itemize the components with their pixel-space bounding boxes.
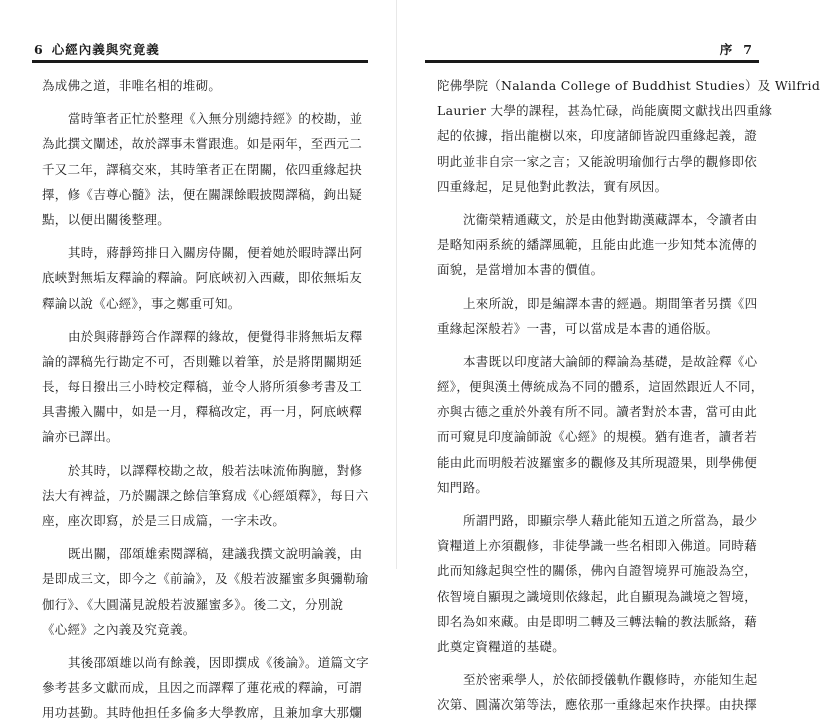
text-line: 點，以便出關後整理。 <box>42 211 171 227</box>
text-line: 法大有裨益，乃於關課之餘信筆寫成《心經頌釋》，每日六 <box>42 487 369 503</box>
text-line: 而可窺見印度論師說《心經》的規模。猶有進者，讀者若 <box>437 429 758 445</box>
right-running-header <box>720 40 753 58</box>
text-line: 此而知緣起與空性的關係，佛內自證智境界可施設為空， <box>437 563 758 579</box>
right-page-number: 7 <box>743 42 753 57</box>
text-line: 長，每日撥出三小時校定釋稿，並令人將所須參考書及工 <box>42 379 363 395</box>
right-page <box>397 0 820 713</box>
text-line: 為成佛之道，非唯名相的堆砌。 <box>42 78 222 93</box>
paragraph-gap <box>42 98 362 106</box>
text-line: 其時，蔣靜筠排日入關房侍關，便着她於暇時譯出阿 <box>68 245 363 261</box>
right-header-rule <box>425 60 759 63</box>
text-line: 能由此而明般若波羅蜜多的觀修及其所現證果，則學佛便 <box>437 454 758 470</box>
text-line: 經》，便與漢土傳統成為不同的體系，這固然跟近人不同， <box>437 379 764 395</box>
text-line: 千又二年，譯稿交來，其時筆者正在閉關，依四重緣起抉 <box>42 161 363 177</box>
text-line: 面貌，是當增加本書的價值。 <box>437 262 604 278</box>
paragraph-gap <box>42 232 362 240</box>
text-line: 所謂門路，即顯宗學人藉此能知五道之所當為，最少 <box>463 513 758 528</box>
text-line: 即名為如來藏。由是即明二轉及三轉法輪的教法脈絡，藉 <box>437 613 758 629</box>
text-line: 座，座次即寫，於是三日成篇，一字未改。 <box>42 513 286 528</box>
text-line: Laurier 大學的課程，甚為忙碌，尚能廣閱文獻找出四重緣 <box>437 103 773 119</box>
text-line: 是即成三文，即今之《前論》，及《般若波羅蜜多與彌勒瑜 <box>42 571 369 587</box>
text-line: 底峽對無垢友釋論的釋論。阿底峽初入西藏，即依無垢友 <box>42 270 363 286</box>
text-line: 本書既以印度諸大論師的釋論為基礎，是故詮釋《心 <box>463 353 758 369</box>
text-line: 當時筆者正忙於整理《入無分別總持經》的校勘，並 <box>68 111 363 127</box>
text-line: 釋論以說《心經》，事之鄭重可知。 <box>42 295 241 311</box>
paragraph-gap <box>437 659 757 667</box>
text-line: 由於與蔣靜筠合作譯釋的緣故，便覺得非將無垢友釋 <box>68 328 363 344</box>
text-line: 陀佛學院（Nalanda College of Buddhist Studies）及 Wilfrid <box>437 78 820 93</box>
text-line: 《心經》之內義及究竟義。 <box>42 621 196 637</box>
text-line: 論亦已譯出。 <box>42 429 119 445</box>
text-line: 伽行》、《大圓滿見說般若波羅蜜多》。後二文，分別說 <box>42 596 344 612</box>
text-line: 參考甚多文獻而成，且因之而譯釋了蓮花戒的釋論，可謂 <box>42 680 363 696</box>
text-line: 依智境自顯現之識境則依緣起，此自顯現為識境之智境， <box>437 588 758 604</box>
text-line: 既出關，邵頌雄索閱譯稿，建議我撰文說明論義，由 <box>68 546 363 562</box>
text-line: 具書搬入關中，如是一月，釋稿改定，再一月，阿底峽釋 <box>42 404 363 420</box>
text-line: 至於密乘學人，於依師授儀軌作觀修時，亦能知生起 <box>463 672 758 688</box>
text-line: 起的依據，指出龍樹以來，印度諸師皆說四重緣起義，證 <box>437 128 758 144</box>
left-page-number: 6 <box>34 42 44 57</box>
text-line: 為此撰文闡述，故於譯事未嘗跟進。如是兩年，至西元二 <box>42 136 363 152</box>
paragraph-gap <box>437 500 757 508</box>
paragraph-gap <box>42 450 362 458</box>
text-line: 此奠定資糧道的基礎。 <box>437 638 566 654</box>
left-header-rule <box>32 60 368 63</box>
paragraph-gap <box>42 316 362 324</box>
left-page-body <box>42 73 369 726</box>
left-running-title: 心經內義與究竟義 <box>51 42 160 57</box>
text-line: 明此並非自宗一家之言；又能說明瑜伽行古學的觀修即依 <box>437 153 758 169</box>
left-page <box>0 0 396 721</box>
text-line: 於其時，以譯釋校勘之故，般若法味流佈胸臆，對修 <box>68 462 363 478</box>
text-line: 論的譯稿先行勘定不可，否則難以着筆，於是將閉關期延 <box>42 353 363 369</box>
paragraph-gap <box>437 199 757 207</box>
text-line: 知門路。 <box>437 479 489 495</box>
text-line: 重緣起深般若》一書，可以當成是本書的通俗版。 <box>437 320 719 336</box>
text-line: 資糧道上亦須觀修，非徒學識一些名相即入佛道。同時藉 <box>437 538 758 554</box>
paragraph-gap <box>42 533 362 541</box>
text-line: 次第、圓滿次第等法，應依那一重緣起來作抉擇。由抉擇 <box>437 697 758 713</box>
paragraph-gap <box>437 283 757 291</box>
text-line: 擇，修《吉尊心髓》法，便在關課餘暇披閱譯稿，鉤出疑 <box>42 186 363 202</box>
right-running-title: 序 <box>719 42 734 57</box>
left-running-header <box>34 40 160 58</box>
text-line: 四重緣起，足見他對此教法，實有夙因。 <box>437 178 668 194</box>
text-line: 是略知兩系統的繙譯風範，且能由此進一步知梵本流傳的 <box>437 237 758 253</box>
text-line: 亦與古德之重於外義有所不同。讀者對於本書，當可由此 <box>437 404 758 420</box>
paragraph-gap <box>42 642 362 650</box>
text-line: 其後邵頌雄以尚有餘義，因即撰成《後論》。道篇文字 <box>68 654 369 670</box>
paragraph-gap <box>437 341 757 349</box>
text-line: 用功甚勤。其時他担任多倫多大學教席，且兼加拿大那爛 <box>42 705 363 721</box>
text-line: 沈衞榮精通藏文，於是由他對勘漢藏譯本，令讀者由 <box>463 211 758 227</box>
text-line: 上來所說，即是編譯本書的經過。期間筆者另撰《四 <box>463 295 758 311</box>
right-page-body <box>437 73 820 718</box>
